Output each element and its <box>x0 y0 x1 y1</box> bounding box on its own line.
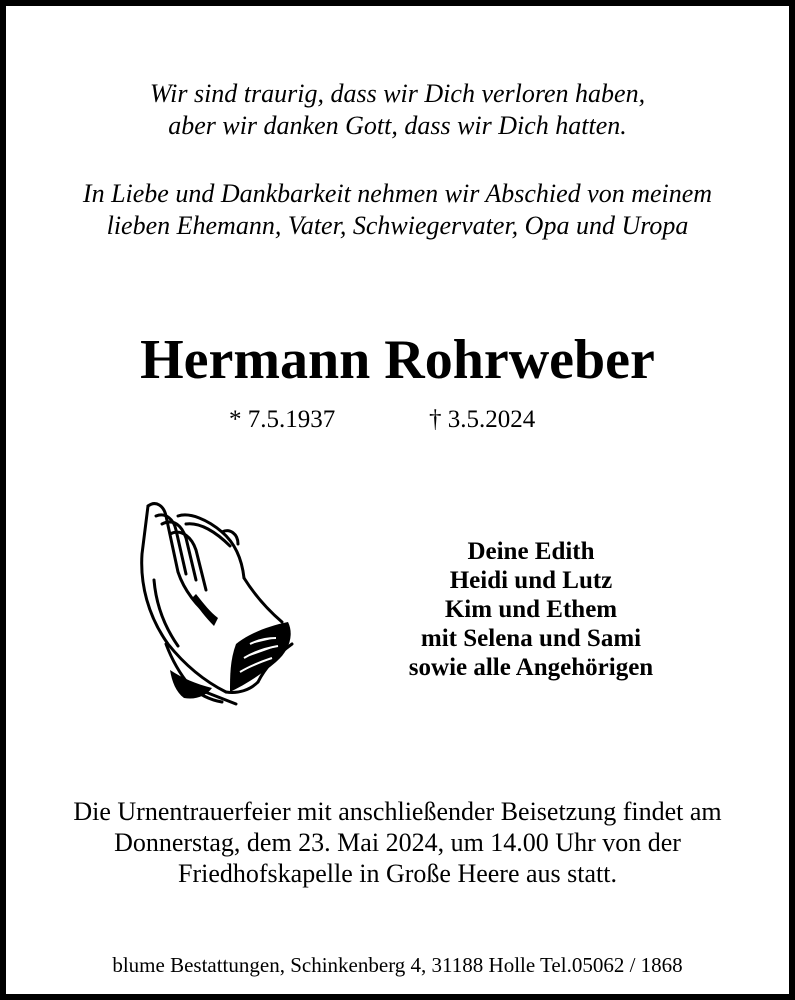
intro-line-2: lieben Ehemann, Vater, Schwiegervater, Opa und Uropa <box>106 211 689 240</box>
mourner-4: mit Selena und Sami <box>420 625 642 652</box>
ceremony-line-2: Donnerstag, dem 23. Mai 2024, um 14.00 Uhr von der <box>114 828 681 857</box>
motto-line-2: aber wir danken Gott, dass wir Dich hatten. <box>168 111 627 140</box>
mourner-1: Deine Edith <box>467 538 595 565</box>
deceased-name: Hermann Rohrweber <box>140 329 655 391</box>
life-dates <box>6 405 789 437</box>
mourner-5: sowie alle Angehörigen <box>408 654 654 681</box>
ceremony-line-3: Friedhofskapelle in Große Heere aus statt. <box>178 859 617 888</box>
birth-date: * 7.5.1937 <box>229 406 336 433</box>
death-date: † 3.5.2024 <box>429 406 536 433</box>
mourner-3: Kim und Ethem <box>444 596 618 623</box>
intro-line-1: In Liebe und Dankbarkeit nehmen wir Abschied von meinem <box>82 179 713 208</box>
mourner-2: Heidi und Lutz <box>449 567 613 594</box>
motto-line-1: Wir sind traurig, dass wir Dich verloren haben, <box>149 79 646 108</box>
ceremony-line-1: Die Urnentrauerfeier mit anschließender Beisetzung findet am <box>73 797 722 826</box>
praying-hands-icon <box>126 494 301 709</box>
funeral-home-footer: blume Bestattungen, Schinkenberg 4, 31188 Holle Tel.05062 / 1868 <box>112 953 683 977</box>
